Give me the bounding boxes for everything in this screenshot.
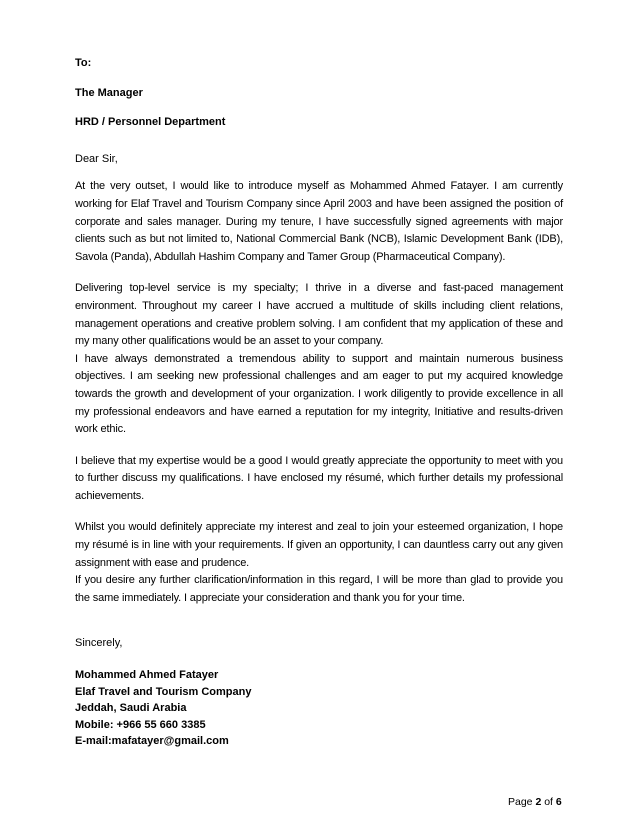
signature-name: Mohammed Ahmed Fatayer [75, 669, 219, 682]
paragraph-introduction: At the very outset, I would like to introduce myself as Mohammed Ahmed Fatayer. I am currently working for Elaf Travel and Tourism Company since April 2003 and have been assigned the position of corporate and sales manager. During my tenure, I have successfully signed agreements with major clients such as but not limited to, National Commercial Bank (NCB), Islamic Development Bank (IDB), Savola (Panda), Abdullah Hashim Company and Tamer Group (Pharmaceutical Company). [75, 180, 563, 263]
page-label: Page [508, 796, 533, 808]
signature-location: Jeddah, Saudi Arabia [75, 702, 187, 715]
letter-body [75, 55, 563, 750]
signature-email: E-mail:mafatayer@gmail.com [75, 735, 229, 748]
salutation: Dear Sir, [75, 152, 118, 165]
paragraph-interest: Whilst you would definitely appreciate my interest and zeal to join your esteemed organization, I hope my résumé is in line with your requirements. If given an opportunity, I can dauntless carry out any given assignment with ease and prudence. [75, 521, 563, 569]
paragraph-closing-remarks: If you desire any further clarification/information in this regard, I will be more than glad to provide you the same immediately. I appreciate your consideration and thank you for your time. [75, 574, 563, 604]
total-pages: 6 [555, 796, 562, 808]
signature-block [75, 667, 563, 750]
paragraph-abilities: I have always demonstrated a tremendous ability to support and maintain numerous business objectives. I am seeking new professional challenges and am eager to put my acquired knowledge towards the growth and development of your organization. I work diligently to provide excellence in all my professional endeavors and have earned a reputation for my integrity, Initiative and results-driven work ethic. [75, 352, 563, 436]
paragraph-expertise: I believe that my expertise would be a good I would greatly appreciate the opportunity to meet with you to further discuss my qualifications. I have enclosed my résumé, which further details my professional achievements. [75, 454, 563, 502]
signature-mobile: Mobile: +966 55 660 3385 [75, 718, 206, 731]
closing: Sincerely, [75, 637, 123, 650]
of-label: of [544, 796, 553, 808]
recipient-title: The Manager [75, 86, 143, 99]
recipient-department: HRD / Personnel Department [75, 116, 226, 129]
to-label: To: [75, 57, 92, 69]
signature-company: Elaf Travel and Tourism Company [75, 685, 252, 698]
page-footer [508, 796, 562, 808]
paragraph-specialty: Delivering top-level service is my specialty; I thrive in a diverse and fast-paced management environment. Throughout my career I have accrued a multitude of skills including client relations, management operations and creative problem solving. I am confident that my application of these and my many other qualifications would be an asset to your company. [75, 282, 563, 348]
page-number: 2 [535, 796, 542, 808]
